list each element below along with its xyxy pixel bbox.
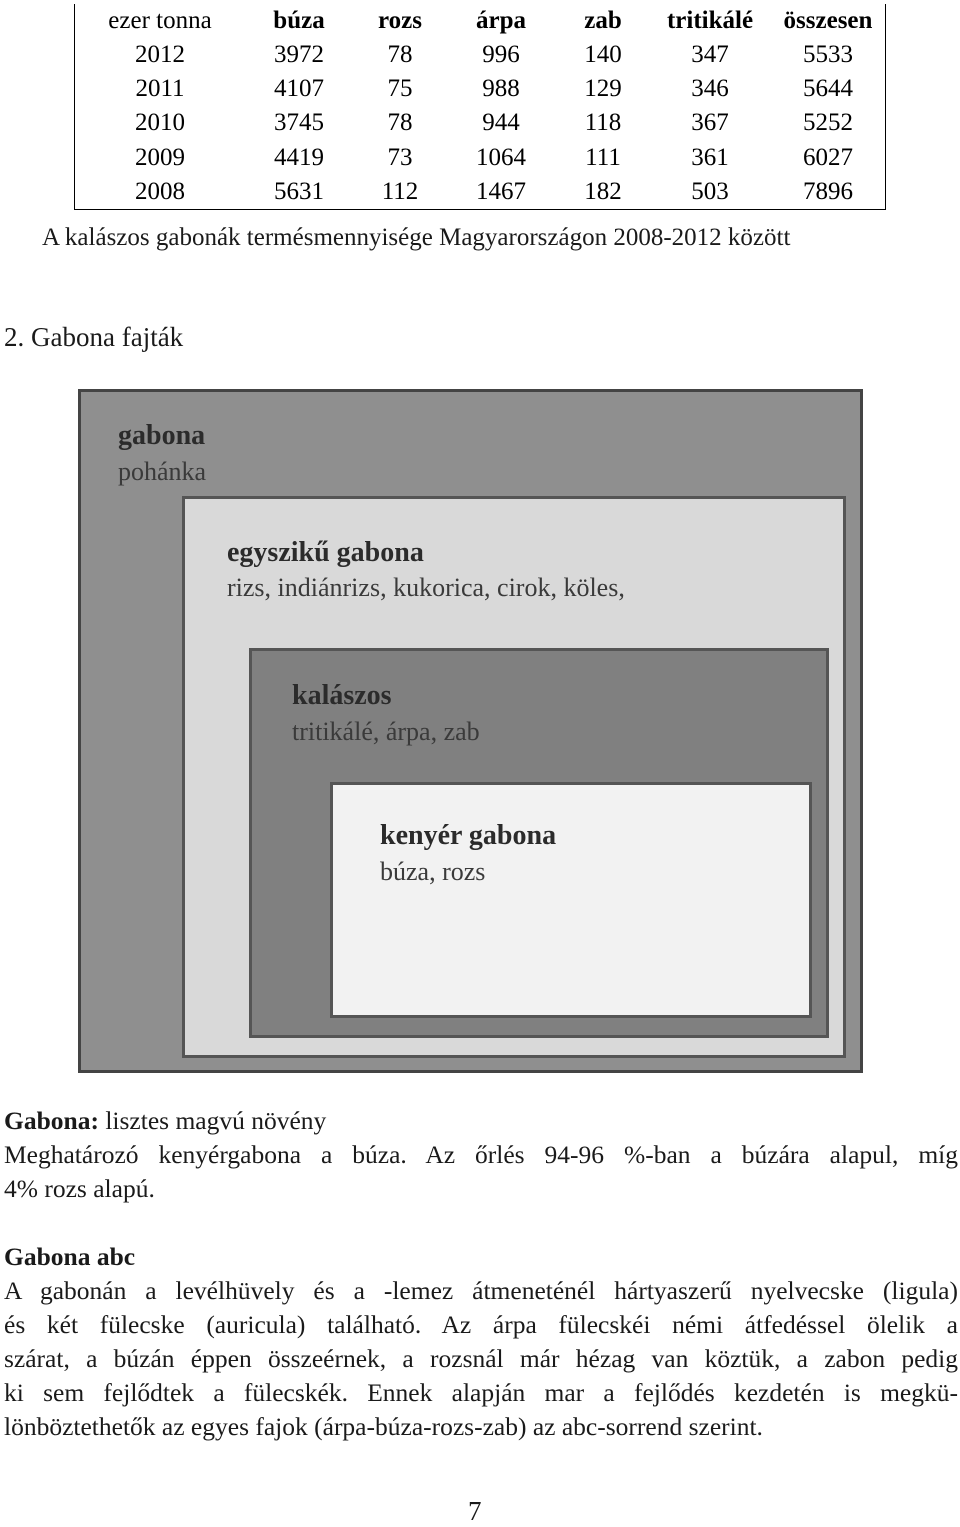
abc-heading-text: Gabona abc xyxy=(4,1242,136,1271)
table-cell: 2010 xyxy=(135,109,185,137)
table-header-row xyxy=(75,4,887,38)
abc-line-3: szárat, a búzán éppen összeérnek, a rozsnál már hézag van köztük, a zabon pedig xyxy=(4,1344,958,1373)
table-header-osszesen: összesen xyxy=(783,7,873,34)
definition-line-3: 4% rozs alapú. xyxy=(4,1174,155,1203)
diagram-title-gabona: gabona xyxy=(118,420,206,451)
abc-paragraph xyxy=(4,1240,958,1444)
table-row xyxy=(75,175,887,209)
table-cell: 3972 xyxy=(274,41,324,69)
section-title: 2. Gabona fajták xyxy=(4,322,184,352)
table-cell: 367 xyxy=(691,109,729,137)
table-cell: 996 xyxy=(482,41,520,69)
table-cell: 2009 xyxy=(135,143,185,171)
diagram-title-kalaszos: kalászos xyxy=(292,680,392,711)
table-cell: 503 xyxy=(691,177,729,205)
abc-line-5: lönböztethetők az egyes fajok (árpa-búza-rozs-zab) az abc-sorrend szerint. xyxy=(4,1412,763,1441)
table-cell: 140 xyxy=(584,41,622,69)
table-cell: 944 xyxy=(482,109,520,137)
table-cell: 3745 xyxy=(274,109,324,137)
table-cell: 182 xyxy=(584,177,622,205)
table-cell: 5644 xyxy=(803,75,853,103)
table-header-unit: ezer tonna xyxy=(108,7,212,34)
definition-text: lisztes magvú növény xyxy=(98,1106,327,1135)
definition-paragraph xyxy=(4,1104,958,1206)
diagram-items-kenyer: búza, rozs xyxy=(380,857,486,886)
table-header-tritikale: tritikálé xyxy=(666,7,754,34)
abc-heading xyxy=(4,1240,958,1274)
table-cell: 4419 xyxy=(274,143,324,171)
diagram-box-kenyer xyxy=(330,782,812,1018)
table-header-zab: zab xyxy=(584,7,622,34)
table-cell: 5252 xyxy=(803,109,853,137)
table-cell: 6027 xyxy=(803,143,853,171)
page-number: 7 xyxy=(468,1496,482,1526)
table-cell: 112 xyxy=(381,177,419,205)
table-cell: 2011 xyxy=(135,75,185,103)
table-cell: 78 xyxy=(387,109,413,137)
table-cell: 7896 xyxy=(803,177,853,205)
table-row xyxy=(75,141,887,175)
definition-term: Gabona: xyxy=(4,1106,99,1135)
definition-line-2: Meghatározó kenyérgabona a búza. Az őrlés 94-96 %-ban a búzára alapul, míg xyxy=(4,1140,958,1169)
table-row xyxy=(75,72,887,106)
table-cell: 5631 xyxy=(274,177,324,205)
table-cell: 129 xyxy=(584,75,622,103)
diagram-items-gabona: pohánka xyxy=(118,457,207,486)
table-cell: 75 xyxy=(387,75,413,103)
table-header-arpa: árpa xyxy=(476,7,526,34)
table-cell: 2008 xyxy=(135,177,185,205)
table-cell: 78 xyxy=(387,41,413,69)
table-cell: 988 xyxy=(482,75,520,103)
yield-table-grid xyxy=(75,4,887,209)
table-row xyxy=(75,38,887,72)
table-caption: A kalászos gabonák termésmennyisége Magyarországon 2008-2012 között xyxy=(42,224,791,251)
diagram-items-egyszikű: rizs, indiánrizs, kukorica, cirok, köles, xyxy=(227,573,625,602)
table-cell: 5533 xyxy=(803,41,853,69)
table-cell: 1064 xyxy=(476,143,526,171)
definition-line-1 xyxy=(4,1104,958,1138)
table-cell: 347 xyxy=(691,41,729,69)
table-cell: 73 xyxy=(387,143,413,171)
table-header-rozs: rozs xyxy=(378,7,422,34)
abc-line-2: és két fülecske (auricula) található. Az árpa fülecskéi némi átfedéssel ölelik a xyxy=(4,1310,958,1339)
table-cell: 4107 xyxy=(274,75,324,103)
table-cell: 2012 xyxy=(135,41,185,69)
yield-table xyxy=(74,4,886,210)
table-cell: 1467 xyxy=(476,177,526,205)
abc-line-4: ki sem fejlődtek a fülecskék. Ennek alapján mar a fejlődés kezdetén is megkü- xyxy=(4,1378,958,1407)
diagram-items-kalaszos: tritikálé, árpa, zab xyxy=(292,717,480,746)
table-row xyxy=(75,106,887,140)
diagram-title-kenyer: kenyér gabona xyxy=(380,820,557,851)
abc-line-1: A gabonán a levélhüvely és a -lemez átmeneténél hártyaszerű nyelvecske (ligula) xyxy=(4,1276,958,1305)
table-cell: 111 xyxy=(585,143,621,171)
table-cell: 361 xyxy=(691,143,729,171)
diagram-title-egyszikű: egyszikű gabona xyxy=(227,537,424,568)
table-header-buza: búza xyxy=(273,7,325,34)
table-cell: 118 xyxy=(584,109,622,137)
table-body xyxy=(75,38,887,209)
table-cell: 346 xyxy=(691,75,729,103)
